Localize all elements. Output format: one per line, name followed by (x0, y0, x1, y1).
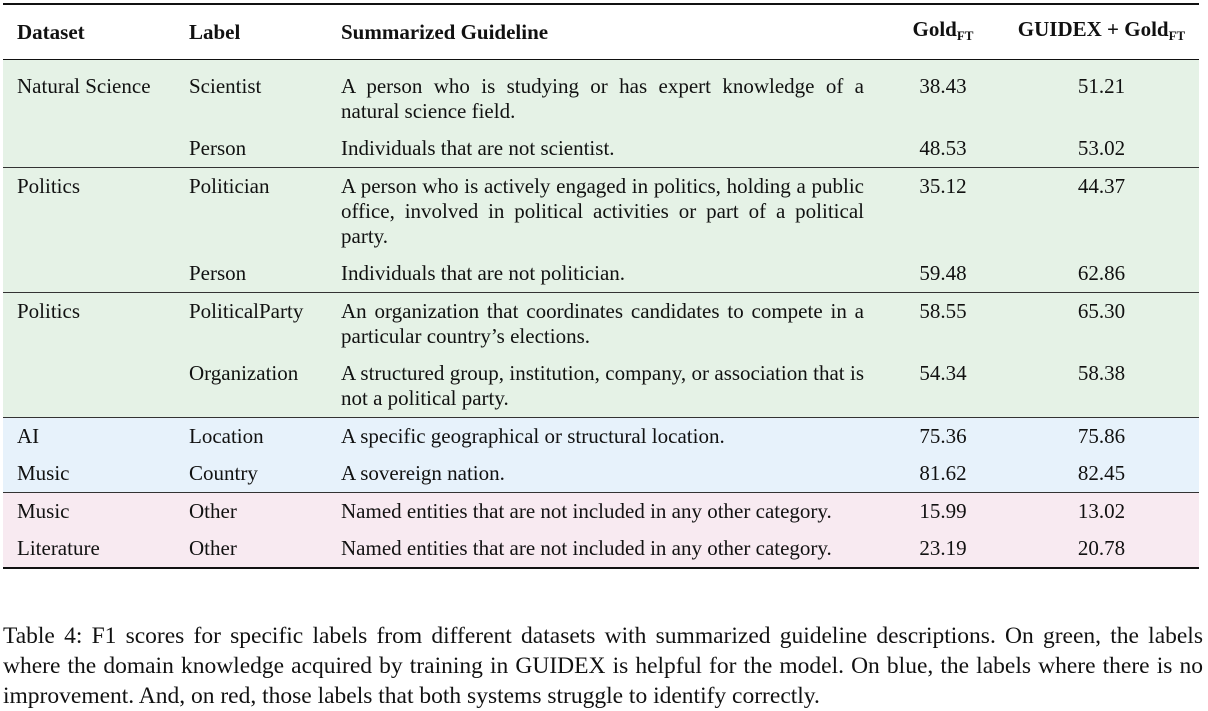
cell-dataset: Politics (17, 299, 81, 323)
cell-gold: 54.34 (919, 361, 967, 385)
cell-guidex: 44.37 (1077, 174, 1126, 198)
table-row (3, 130, 1199, 168)
cell-gold: 15.99 (919, 499, 967, 523)
cell-dataset: Politics (17, 174, 81, 198)
header-guidex-gold (1004, 4, 1199, 60)
cell-guidex: 62.86 (1077, 261, 1126, 285)
cell-dataset: Music (17, 461, 70, 485)
cell-gold: 58.55 (919, 299, 967, 323)
cell-label: Location (189, 424, 264, 448)
cell-dataset (3, 355, 175, 418)
cell-guideline: An organization that coordinates candidates to compete in a particular country’s elections. (341, 299, 864, 348)
cell-guideline: A person who is studying or has expert knowledge of a natural science field. (341, 74, 864, 123)
cell-guideline: A sovereign nation. (341, 461, 505, 485)
header-label: Label (189, 20, 241, 44)
cell-guidex: 58.38 (1077, 361, 1126, 385)
cell-label: Politician (189, 174, 270, 198)
caption-part1: Table 4: F1 scores for specific labels from different datasets with summarized guideline descriptions. On green, the labels where the domain knowledge acquired by training in (3, 622, 1203, 679)
table-row (3, 168, 1199, 256)
results-table (3, 3, 1199, 569)
cell-gold: 35.12 (919, 174, 967, 198)
cell-dataset (3, 255, 175, 293)
table-row (3, 293, 1199, 356)
caption-guidex: GUIDEX (515, 652, 606, 679)
cell-guidex: 20.78 (1077, 536, 1126, 560)
header-guideline: Summarized Guideline (341, 20, 549, 44)
cell-guidex: 53.02 (1077, 136, 1126, 160)
cell-gold: 81.62 (919, 461, 967, 485)
header-guidex-sub: FT (1168, 28, 1186, 43)
cell-label: PoliticalParty (189, 299, 304, 323)
table-row (3, 530, 1199, 568)
cell-gold: 48.53 (919, 136, 967, 160)
table-row (3, 255, 1199, 293)
cell-label: Scientist (189, 74, 262, 98)
table-row (3, 60, 1199, 131)
cell-gold: 38.43 (919, 74, 967, 98)
cell-dataset: AI (17, 424, 40, 448)
cell-guidex: 13.02 (1077, 499, 1126, 523)
cell-guideline: A structured group, institution, company, or association that is not a political party. (341, 361, 864, 410)
header-guidex-name: GUIDEX (1017, 17, 1102, 41)
header-row (3, 4, 1199, 60)
table-row (3, 493, 1199, 531)
cell-guideline: Individuals that are not politician. (341, 261, 626, 285)
table-row (3, 418, 1199, 456)
header-gold (882, 4, 1004, 60)
table-row (3, 355, 1199, 418)
cell-label: Person (189, 261, 247, 285)
caption-part2: is helpful for the model. On blue, the labels where there is no improvement. And, on red, those labels that both systems struggle to identify correctly. (3, 652, 1203, 709)
cell-gold: 59.48 (919, 261, 967, 285)
cell-guideline: Named entities that are not included in any other category. (341, 499, 832, 523)
cell-guideline: Named entities that are not included in any other category. (341, 536, 832, 560)
header-gold-sub: FT (956, 28, 974, 43)
cell-guidex: 82.45 (1077, 461, 1126, 485)
cell-label: Organization (189, 361, 299, 385)
cell-dataset (3, 130, 175, 168)
cell-dataset: Music (17, 499, 70, 523)
cell-label: Other (189, 499, 237, 523)
header-gold-main: Gold (912, 17, 957, 41)
cell-gold: 23.19 (919, 536, 967, 560)
cell-guidex: 51.21 (1077, 74, 1126, 98)
cell-dataset: Literature (17, 536, 100, 560)
table-row (3, 455, 1199, 493)
cell-guidex: 75.86 (1077, 424, 1126, 448)
cell-guidex: 65.30 (1077, 299, 1126, 323)
cell-label: Other (189, 536, 237, 560)
header-guidex-plus: + Gold (1101, 17, 1169, 41)
header-dataset: Dataset (17, 20, 85, 44)
cell-label: Person (189, 136, 247, 160)
table-caption (3, 621, 1203, 711)
cell-label: Country (189, 461, 258, 485)
cell-guideline: A specific geographical or structural location. (341, 424, 725, 448)
cell-gold: 75.36 (919, 424, 967, 448)
cell-dataset: Natural Science (17, 74, 151, 98)
cell-guideline: Individuals that are not scientist. (341, 136, 615, 160)
cell-guideline: A person who is actively engaged in politics, holding a public office, involved in political activities or part of a political party. (341, 174, 864, 248)
